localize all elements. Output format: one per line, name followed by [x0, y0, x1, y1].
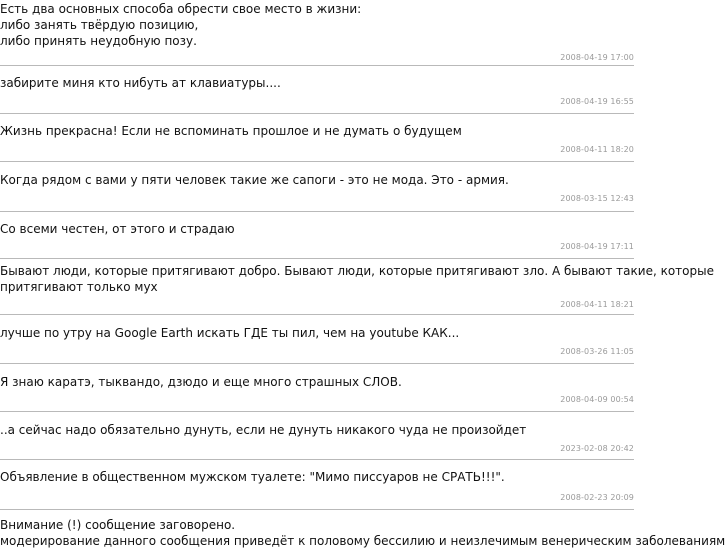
list-item	[0, 364, 634, 412]
post-line: притягивают только мух	[0, 280, 158, 294]
post-line: Есть два основных способа обрести свое место в жизни:	[0, 2, 362, 16]
post-line: ..а сейчас надо обязательно дунуть, если не дунуть никакого чуда не произойдет	[0, 423, 527, 437]
list-item	[0, 259, 714, 315]
list-item	[0, 315, 634, 364]
post-line: Я знаю каратэ, тыквандо, дзюдо и еще много страшных СЛОВ.	[0, 375, 402, 389]
post-text	[0, 263, 714, 295]
list-item	[0, 510, 725, 548]
post-text	[0, 517, 725, 549]
post-line: Объявление в общественном мужском туалете: "Мимо писсуаров не СРАТЬ!!!".	[0, 470, 505, 484]
list-item	[0, 114, 634, 162]
post-text	[0, 1, 634, 49]
post-line: либо принять неудобную позу.	[0, 34, 197, 48]
post-timestamp: 2008-04-19 17:11	[560, 242, 634, 251]
post-timestamp: 2008-04-19 17:00	[560, 53, 634, 62]
post-timestamp: 2008-04-11 18:20	[560, 145, 634, 154]
post-text	[0, 123, 634, 139]
list-item	[0, 162, 634, 212]
post-line: Жизнь прекрасна! Если не вспоминать прошлое и не думать о будущем	[0, 124, 462, 138]
list-item	[0, 0, 634, 66]
post-line: либо занять твёрдую позицию,	[0, 18, 199, 32]
post-text	[0, 221, 634, 237]
post-timestamp: 2008-04-19 16:55	[560, 97, 634, 106]
post-timestamp: 2008-03-26 11:05	[560, 347, 634, 356]
post-timestamp: 2008-04-11 18:21	[560, 300, 634, 309]
post-line: лучше по утру на Google Earth искать ГДЕ ты пил, чем на youtube КАК...	[0, 326, 460, 340]
post-text	[0, 422, 634, 438]
list-item	[0, 66, 634, 114]
post-line: Со всеми честен, от этого и страдаю	[0, 222, 235, 236]
post-timestamp: 2023-02-08 20:42	[560, 444, 634, 453]
post-text	[0, 469, 634, 485]
post-line: Внимание (!) сообщение заговорено.	[0, 518, 236, 532]
post-line: модерирование данного сообщения приведёт к половому бессилию и неизлечимым венерическим заболеваниям	[0, 534, 725, 548]
list-item	[0, 460, 634, 510]
post-text	[0, 172, 634, 188]
post-timestamp: 2008-02-23 20:09	[560, 493, 634, 502]
post-line: Когда рядом с вами у пяти человек такие же сапоги - это не мода. Это - армия.	[0, 173, 509, 187]
post-timestamp: 2008-04-09 00:54	[560, 395, 634, 404]
list-item	[0, 412, 634, 460]
post-text	[0, 75, 634, 91]
list-item	[0, 212, 634, 259]
post-line: забирите миня кто нибуть ат клавиатуры....	[0, 76, 281, 90]
post-text	[0, 325, 634, 341]
post-text	[0, 374, 634, 390]
post-line: Бывают люди, которые притягивают добро. Бывают люди, которые притягивают зло. А бывают такие, которые	[0, 264, 714, 278]
post-timestamp: 2008-03-15 12:43	[560, 194, 634, 203]
